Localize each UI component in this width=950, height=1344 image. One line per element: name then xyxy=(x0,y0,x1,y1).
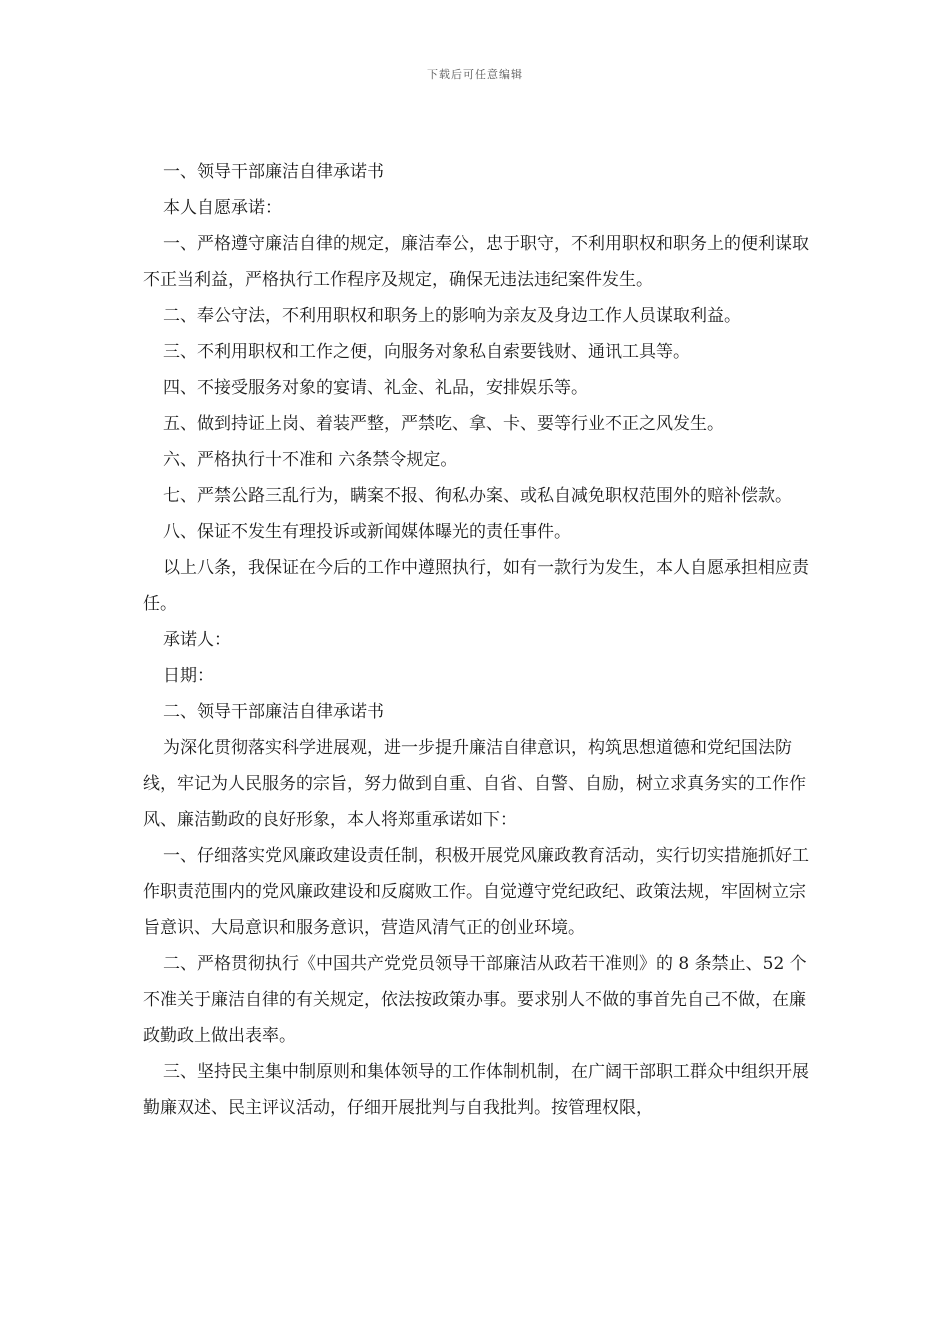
section-title-1: 一、领导干部廉洁自律承诺书 xyxy=(163,162,384,182)
paragraph: 一、仔细落实党风廉政建设责任制，积极开展党风廉政教育活动，实行切实措施抓好工作职责范围内的党风廉政建设和反腐败工作。自觉遵守党纪政纪、政策法规，牢固树立宗旨意识、大局意识和服务意识，营造风清气正的创业环境。 xyxy=(143,846,809,938)
paragraph: 七、严禁公路三乱行为，瞒案不报、徇私办案、或私自减免职权范围外的赔补偿款。 xyxy=(163,486,792,506)
paragraph: 以上八条，我保证在今后的工作中遵照执行，如有一款行为发生，本人自愿承担相应责任。 xyxy=(143,558,809,614)
signatory-label: 承诺人： xyxy=(163,630,231,650)
page-header: 下载后可任意编辑 xyxy=(427,68,523,81)
paragraph: 八、保证不发生有理投诉或新闻媒体曝光的责任事件。 xyxy=(163,522,571,542)
paragraph: 为深化贯彻落实科学进展观，进一步提升廉洁自律意识，构筑思想道德和党纪国法防线，牢记为人民服务的宗旨，努力做到自重、自省、自警、自励，树立求真务实的工作作风、廉洁勤政的良好形象，本人将郑重承诺如下： xyxy=(143,738,806,830)
paragraph: 二、奉公守法，不利用职权和职务上的影响为亲友及身边工作人员谋取利益。 xyxy=(163,306,741,326)
document-body xyxy=(143,154,820,1126)
paragraph: 五、做到持证上岗、着装严整，严禁吃、拿、卡、要等行业不正之风发生。 xyxy=(163,414,724,434)
paragraph: 一、严格遵守廉洁自律的规定，廉洁奉公，忠于职守，不利用职权和职务上的便利谋取不正当利益，严格执行工作程序及规定，确保无违法违纪案件发生。 xyxy=(143,234,809,290)
paragraph: 三、不利用职权和工作之便，向服务对象私自索要钱财、通讯工具等。 xyxy=(163,342,690,362)
paragraph: 六、严格执行十不准和 六条禁令规定。 xyxy=(163,450,458,470)
date-label: 日期： xyxy=(163,666,214,686)
section-title-2: 二、领导干部廉洁自律承诺书 xyxy=(163,702,384,722)
paragraph: 二、严格贯彻执行《中国共产党党员领导干部廉洁从政若干准则》的 8 条禁止、52 个不准关于廉洁自律的有关规定，依法按政策办事。要求别人不做的事首先自己不做，在廉政勤政上做出表率。 xyxy=(143,954,807,1046)
paragraph: 三、坚持民主集中制原则和集体领导的工作体制机制，在广阔干部职工群众中组织开展勤廉双述、民主评议活动，仔细开展批判与自我批判。按管理权限， xyxy=(143,1062,809,1118)
paragraph: 四、不接受服务对象的宴请、礼金、礼品，安排娱乐等。 xyxy=(163,378,588,398)
paragraph: 本人自愿承诺： xyxy=(163,198,282,218)
